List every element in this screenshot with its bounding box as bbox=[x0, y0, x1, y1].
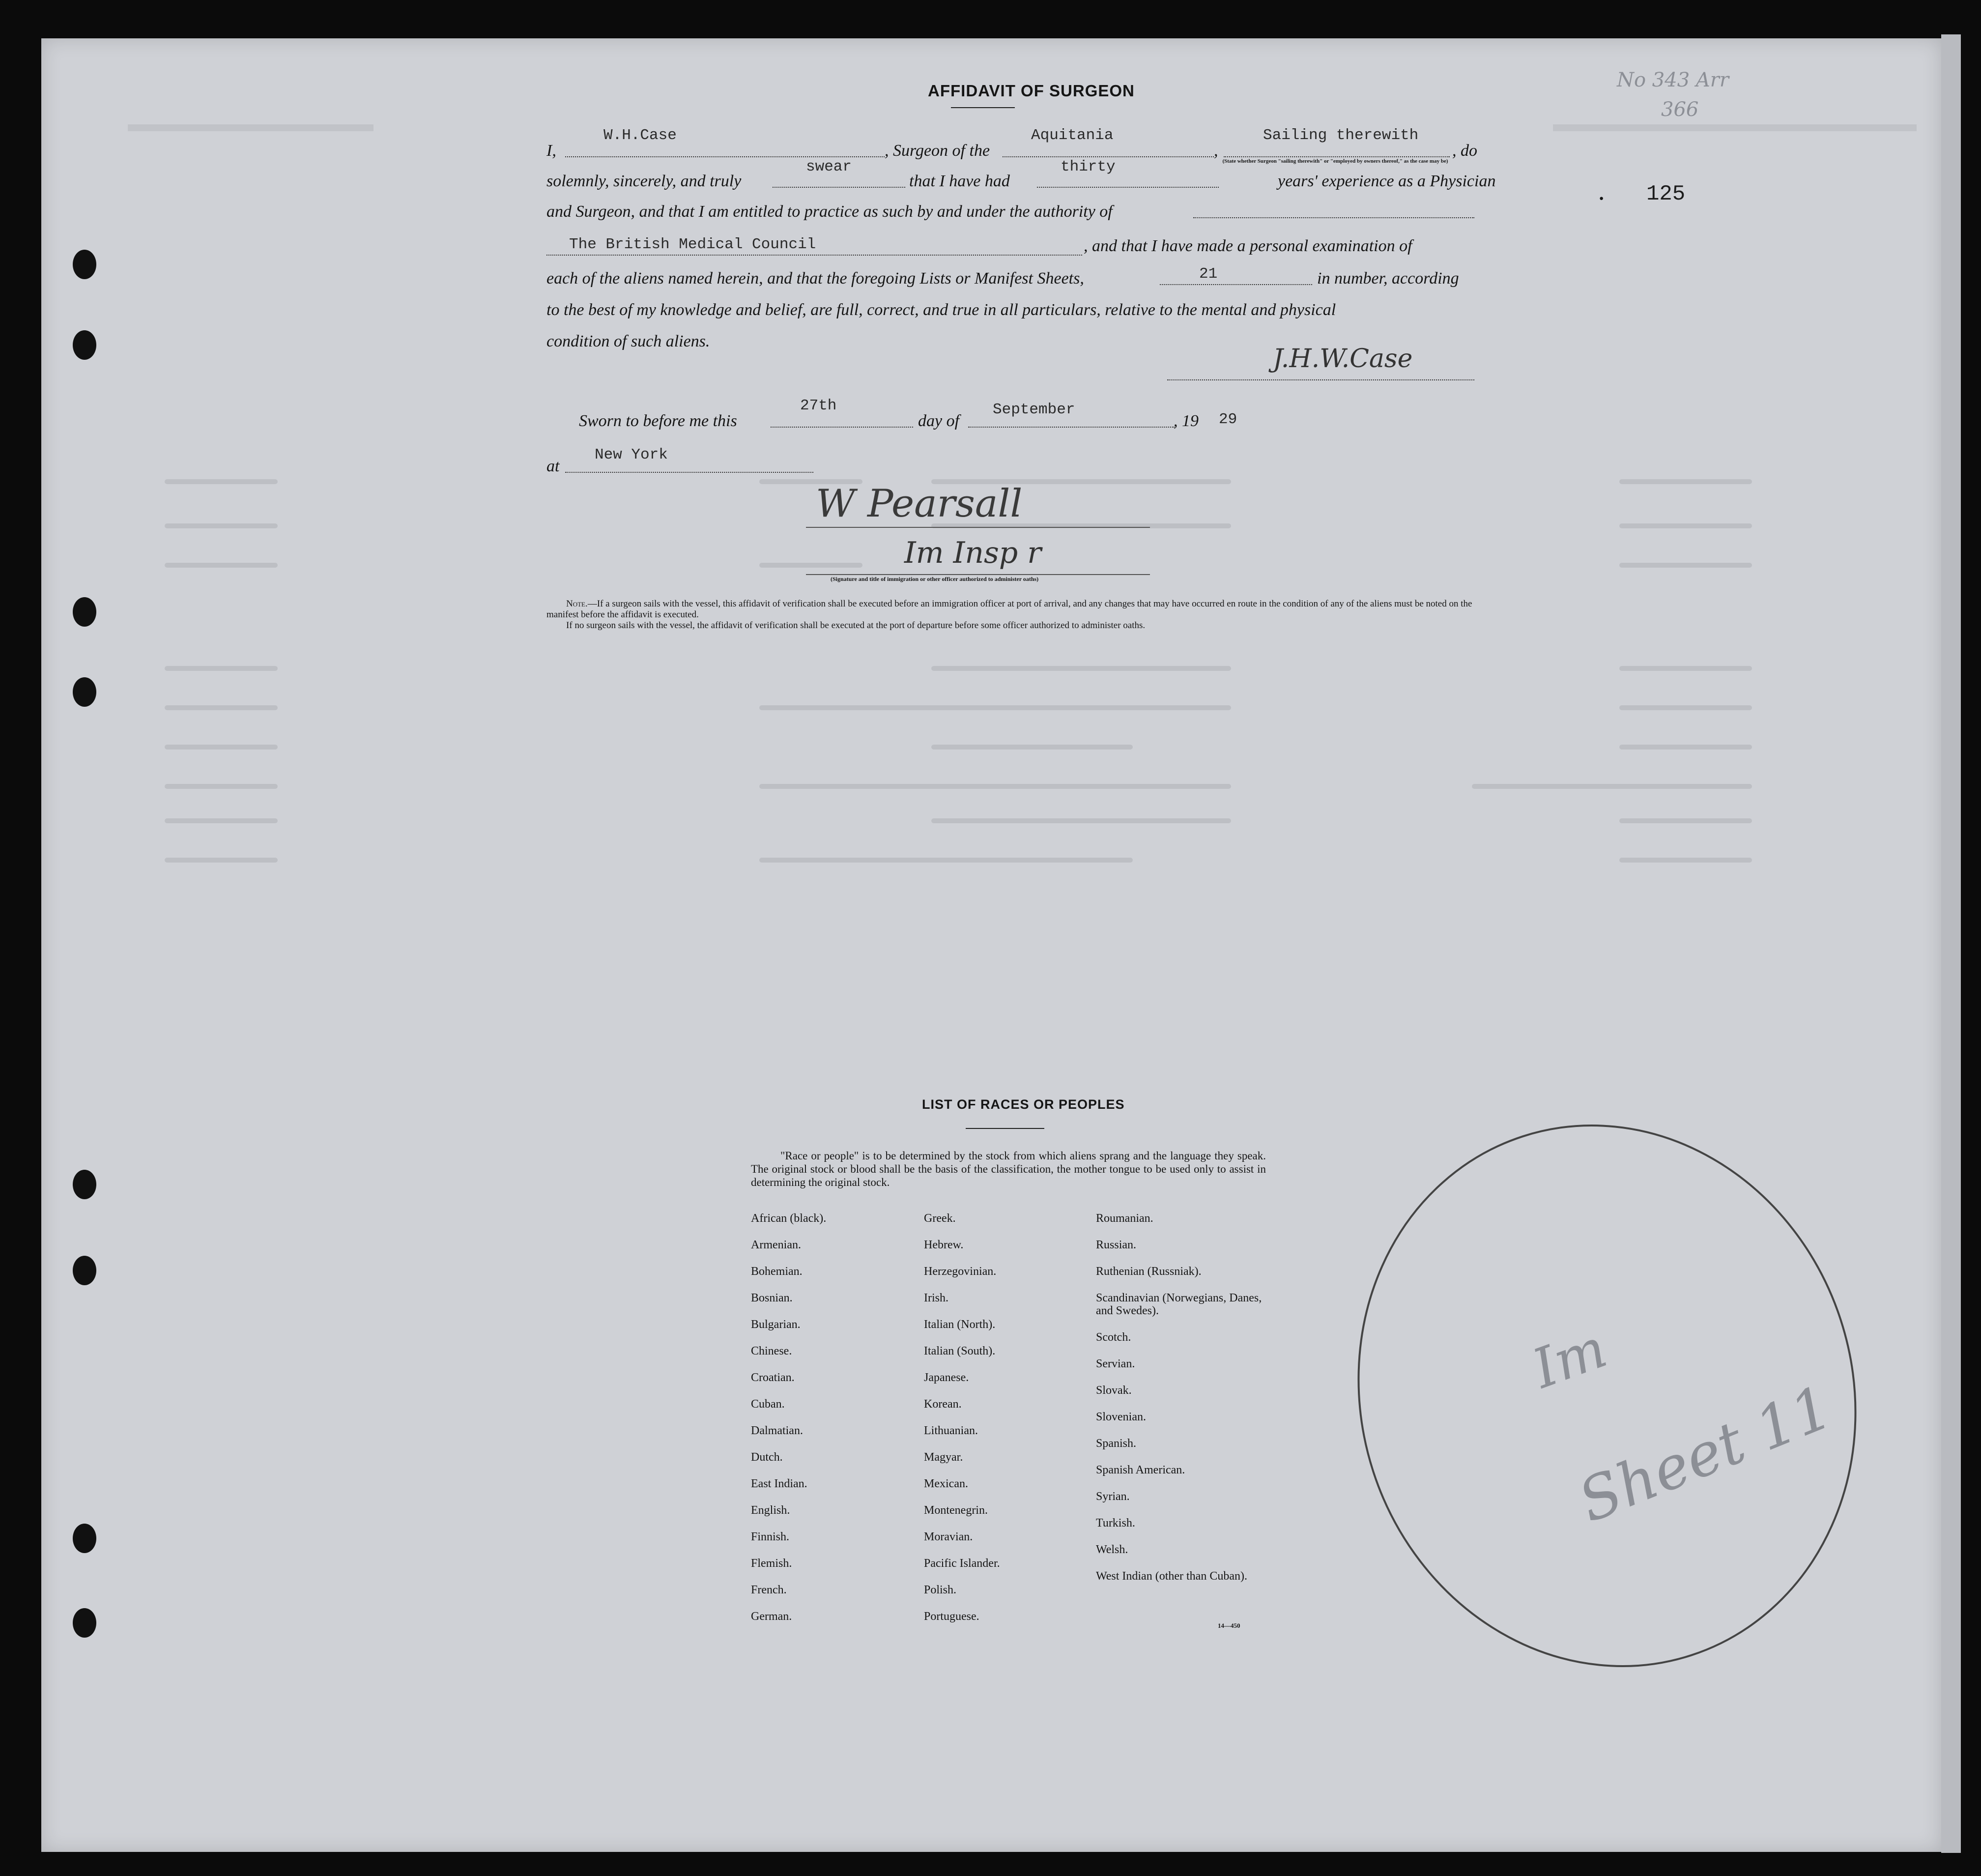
year-prefix: , 19 bbox=[1174, 412, 1199, 430]
line2-end: years' experience as a Physician bbox=[1278, 172, 1496, 190]
race-item: Lithuanian. bbox=[924, 1424, 978, 1437]
licensing-authority: The British Medical Council bbox=[569, 236, 816, 253]
races-column-2 bbox=[924, 1212, 1086, 1637]
line5-start: each of the aliens named herein, and that the foregoing Lists or Manifest Sheets, bbox=[546, 269, 1084, 288]
race-item: West Indian (other than Cuban). bbox=[1096, 1570, 1247, 1583]
race-item: Bulgarian. bbox=[751, 1318, 801, 1331]
status-note: (State whether Surgeon "sailing therewith" or "employed by owners thereof," as the case may be) bbox=[1222, 158, 1448, 164]
corner-note-sub: 366 bbox=[1661, 98, 1699, 121]
line5-end: in number, according bbox=[1317, 269, 1459, 288]
race-item: Syrian. bbox=[1096, 1490, 1130, 1503]
sheet-number-tick: · bbox=[1598, 187, 1605, 209]
annotation-line-1: Im bbox=[1524, 1316, 1615, 1401]
form-number: 14—450 bbox=[1218, 1622, 1240, 1629]
sworn-month: September bbox=[993, 401, 1075, 418]
race-item: Moravian. bbox=[924, 1530, 973, 1543]
affidavit-note bbox=[546, 599, 1475, 631]
race-item: Irish. bbox=[924, 1292, 948, 1304]
races-column-3 bbox=[1096, 1212, 1278, 1596]
oath-type: swear bbox=[806, 158, 852, 175]
race-item: Spanish. bbox=[1096, 1437, 1137, 1450]
race-item: Portuguese. bbox=[924, 1610, 979, 1623]
title-rule bbox=[951, 107, 1015, 108]
race-item: Cuban. bbox=[751, 1398, 785, 1411]
races-intro: "Race or people" is to be determined by the stock from which aliens sprang and the language they speak. The original stock or blood shall be the basis of the classification, the mother tongue to be used only to assist in determining the original stock. bbox=[751, 1150, 1266, 1188]
race-item: Italian (North). bbox=[924, 1318, 996, 1331]
sworn-place: New York bbox=[595, 446, 668, 463]
races-title-rule bbox=[966, 1128, 1044, 1129]
binder-hole bbox=[73, 597, 96, 627]
race-item: Japanese. bbox=[924, 1371, 969, 1384]
race-item: Croatian. bbox=[751, 1371, 795, 1384]
race-item: Chinese. bbox=[751, 1345, 792, 1357]
race-item: Greek. bbox=[924, 1212, 956, 1225]
race-item: German. bbox=[751, 1610, 792, 1623]
race-item: Bohemian. bbox=[751, 1265, 803, 1278]
officer-signature: W Pearsall bbox=[816, 482, 1023, 526]
line3: and Surgeon, and that I am entitled to practice as such by and under the authority of bbox=[546, 202, 1113, 221]
binder-hole bbox=[73, 1256, 96, 1285]
sworn-label: Sworn to before me this bbox=[579, 412, 737, 430]
race-item: Dutch. bbox=[751, 1451, 783, 1464]
race-item: Ruthenian (Russniak). bbox=[1096, 1265, 1202, 1278]
race-item: Polish. bbox=[924, 1584, 957, 1596]
race-item: Dalmatian. bbox=[751, 1424, 803, 1437]
race-item: Bosnian. bbox=[751, 1292, 793, 1304]
race-item: English. bbox=[751, 1504, 790, 1517]
binder-hole bbox=[73, 250, 96, 279]
race-item: Armenian. bbox=[751, 1239, 801, 1251]
sailing-status: Sailing therewith bbox=[1263, 127, 1419, 144]
binder-hole bbox=[73, 1524, 96, 1553]
race-item: Welsh. bbox=[1096, 1543, 1128, 1556]
surgeon-of-label: , Surgeon of the bbox=[885, 142, 990, 160]
officer-caption: (Signature and title of immigration or other officer authorized to administer oaths) bbox=[831, 576, 1039, 582]
surgeon-name: W.H.Case bbox=[603, 127, 677, 144]
line2-mid: that I have had bbox=[909, 172, 1010, 190]
line7: condition of such aliens. bbox=[546, 332, 710, 350]
affidavit-title: AFFIDAVIT OF SURGEON bbox=[928, 82, 1135, 100]
note-text-2: If no surgeon sails with the vessel, the affidavit of verification shall be executed at the port of departure before some officer authorized to administer oaths. bbox=[566, 620, 1146, 631]
race-item: Russian. bbox=[1096, 1239, 1137, 1251]
race-item: Magyar. bbox=[924, 1451, 963, 1464]
line2-start: solemnly, sincerely, and truly bbox=[546, 172, 742, 190]
line6: to the best of my knowledge and belief, are full, correct, and true in all particulars, relative to the mental and physical bbox=[546, 301, 1336, 319]
corner-note: No 343 Arr bbox=[1617, 69, 1729, 91]
binder-hole bbox=[73, 677, 96, 707]
officer-title: Im Insp r bbox=[904, 536, 1041, 570]
race-item: Finnish. bbox=[751, 1530, 790, 1543]
years-experience: thirty bbox=[1061, 158, 1116, 175]
binder-hole bbox=[73, 1170, 96, 1199]
races-title: LIST OF RACES OR PEOPLES bbox=[922, 1097, 1125, 1112]
do-label: , do bbox=[1452, 142, 1477, 160]
surgeon-signature: J.H.W.Case bbox=[1273, 344, 1413, 374]
race-item: Montenegrin. bbox=[924, 1504, 988, 1517]
manifest-sheet-count: 21 bbox=[1199, 265, 1218, 283]
races-column-1 bbox=[751, 1212, 913, 1637]
binder-hole bbox=[73, 330, 96, 360]
race-item: East Indian. bbox=[751, 1477, 807, 1490]
sworn-year: 29 bbox=[1219, 411, 1237, 428]
race-item: Slovak. bbox=[1096, 1384, 1132, 1397]
race-item: Pacific Islander. bbox=[924, 1557, 1000, 1570]
ship-name: Aquitania bbox=[1031, 127, 1114, 144]
line4-end: , and that I have made a personal examination of bbox=[1084, 237, 1412, 255]
race-item: Scotch. bbox=[1096, 1331, 1131, 1344]
race-item: French. bbox=[751, 1584, 787, 1596]
race-item: African (black). bbox=[751, 1212, 827, 1225]
race-item: Hebrew. bbox=[924, 1239, 964, 1251]
note-label: Note. bbox=[566, 599, 588, 609]
race-item: Scandinavian (Norwegians, Danes, and Swedes). bbox=[1096, 1292, 1262, 1317]
race-item: Mexican. bbox=[924, 1477, 968, 1490]
note-text-1: —If a surgeon sails with the vessel, this affidavit of verification shall be executed before an immigration officer at port of arrival, and any changes that may have occurred en route in the condition of any of the aliens must be noted on the manifest before the affidavit is executed. bbox=[546, 599, 1472, 620]
page-edge bbox=[1941, 34, 1961, 1853]
race-item: Flemish. bbox=[751, 1557, 792, 1570]
race-item: Italian (South). bbox=[924, 1345, 996, 1357]
race-item: Spanish American. bbox=[1096, 1464, 1185, 1476]
sheet-number: 125 bbox=[1646, 182, 1686, 206]
annotation-line-2: Sheet 11 bbox=[1569, 1373, 1841, 1536]
i-label: I, bbox=[546, 142, 556, 160]
race-item: Servian. bbox=[1096, 1357, 1135, 1370]
race-item: Slovenian. bbox=[1096, 1411, 1146, 1423]
day-of-label: day of bbox=[918, 412, 960, 430]
race-item: Korean. bbox=[924, 1398, 962, 1411]
race-item: Roumanian. bbox=[1096, 1212, 1153, 1225]
race-item: Turkish. bbox=[1096, 1517, 1135, 1530]
race-item: Herzegovinian. bbox=[924, 1265, 997, 1278]
sworn-day: 27th bbox=[800, 397, 837, 414]
at-label: at bbox=[546, 457, 560, 475]
binder-hole bbox=[73, 1608, 96, 1638]
